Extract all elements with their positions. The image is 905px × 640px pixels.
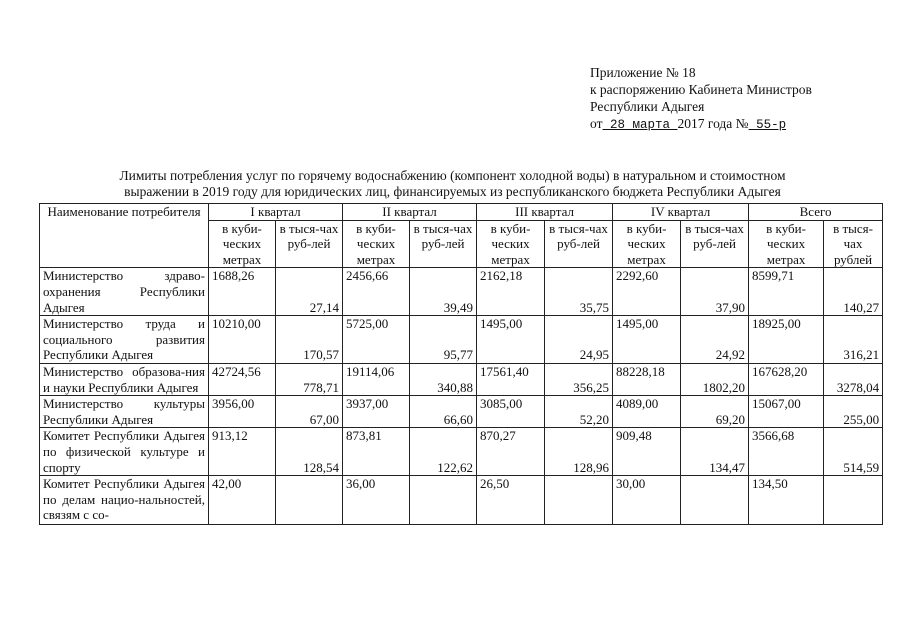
table-row	[40, 428, 883, 476]
annex-date-line	[590, 115, 812, 134]
total-volume: 8599,71	[749, 268, 824, 316]
annex-line-2: к распоряжению Кабинета Министров	[590, 82, 812, 97]
q1-volume: 42,00	[209, 476, 276, 525]
table-row	[40, 363, 883, 395]
q2-volume: 5725,00	[343, 316, 410, 364]
q2-cost: 66,60	[410, 396, 477, 428]
consumer-name: Министерство труда и социального развития Республики Адыгея	[40, 316, 209, 364]
title-line-1: Лимиты потребления услуг по горячему водоснабжению (компонент холодной воды) в натуральном и стоимостном	[119, 168, 786, 183]
q4-cost: 134,47	[681, 428, 749, 476]
q2-volume: 3937,00	[343, 396, 410, 428]
header-consumer: Наименование потребителя	[40, 204, 209, 268]
q4-cost: 37,90	[681, 268, 749, 316]
annex-line-3: Республики Адыгея	[590, 99, 705, 114]
q1-cost	[276, 476, 343, 525]
consumer-name: Министерство здраво-охранения Республики Адыгея	[40, 268, 209, 316]
limits-table	[39, 203, 883, 525]
total-volume: 15067,00	[749, 396, 824, 428]
q4-volume: 30,00	[613, 476, 681, 525]
header-q2: II квартал	[343, 204, 477, 221]
total-cost: 255,00	[824, 396, 883, 428]
q2-volume: 19114,06	[343, 363, 410, 395]
q3-volume: 3085,00	[477, 396, 545, 428]
q2-volume: 2456,66	[343, 268, 410, 316]
consumer-name: Комитет Республики Адыгея по физической культуре и спорту	[40, 428, 209, 476]
header-q1: I квартал	[209, 204, 343, 221]
q3-cost: 52,20	[545, 396, 613, 428]
q4-volume: 88228,18	[613, 363, 681, 395]
q1-cost: 67,00	[276, 396, 343, 428]
q3-volume: 870,27	[477, 428, 545, 476]
header-q4-cost: в тыся-чах руб-лей	[681, 220, 749, 268]
q1-volume: 913,12	[209, 428, 276, 476]
q3-cost: 35,75	[545, 268, 613, 316]
header-total: Всего	[749, 204, 883, 221]
date-value: 28 марта	[602, 118, 678, 132]
q4-cost: 1802,20	[681, 363, 749, 395]
header-q1-volume: в куби-ческих метрах	[209, 220, 276, 268]
q1-volume: 10210,00	[209, 316, 276, 364]
q2-volume: 36,00	[343, 476, 410, 525]
q3-cost: 128,96	[545, 428, 613, 476]
total-cost: 140,27	[824, 268, 883, 316]
q3-volume: 1495,00	[477, 316, 545, 364]
q1-cost: 27,14	[276, 268, 343, 316]
q4-cost	[681, 476, 749, 525]
total-cost	[824, 476, 883, 525]
header-q1-cost: в тыся-чах руб-лей	[276, 220, 343, 268]
q3-cost	[545, 476, 613, 525]
annex-block	[590, 64, 812, 134]
annex-line-1: Приложение № 18	[590, 65, 696, 80]
q4-volume: 4089,00	[613, 396, 681, 428]
q3-volume: 2162,18	[477, 268, 545, 316]
q1-volume: 1688,26	[209, 268, 276, 316]
header-q2-cost: в тыся-чах руб-лей	[410, 220, 477, 268]
q4-volume: 2292,60	[613, 268, 681, 316]
q4-cost: 24,92	[681, 316, 749, 364]
q3-volume: 17561,40	[477, 363, 545, 395]
header-q2-volume: в куби-ческих метрах	[343, 220, 410, 268]
table-row	[40, 316, 883, 364]
q2-volume: 873,81	[343, 428, 410, 476]
title-line-2: выражении в 2019 году для юридических лиц, финансируемых из республиканского бюджета Республики Адыгея	[124, 184, 781, 199]
q2-cost: 122,62	[410, 428, 477, 476]
q2-cost: 39,49	[410, 268, 477, 316]
table-row	[40, 476, 883, 525]
q2-cost: 340,88	[410, 363, 477, 395]
header-total-cost: в тыся-чах рублей	[824, 220, 883, 268]
q1-cost: 128,54	[276, 428, 343, 476]
table-row	[40, 268, 883, 316]
total-cost: 3278,04	[824, 363, 883, 395]
q1-cost: 170,57	[276, 316, 343, 364]
q4-volume: 909,48	[613, 428, 681, 476]
consumer-name: Министерство культуры Республики Адыгея	[40, 396, 209, 428]
header-q3: III квартал	[477, 204, 613, 221]
q1-cost: 778,71	[276, 363, 343, 395]
q3-cost: 356,25	[545, 363, 613, 395]
document-title	[30, 168, 875, 200]
total-cost: 514,59	[824, 428, 883, 476]
header-total-volume: в куби-ческих метрах	[749, 220, 824, 268]
header-q3-cost: в тыся-чах руб-лей	[545, 220, 613, 268]
total-volume: 167628,20	[749, 363, 824, 395]
total-cost: 316,21	[824, 316, 883, 364]
header-row-quarters	[40, 204, 883, 221]
header-q4: IV квартал	[613, 204, 749, 221]
total-volume: 3566,68	[749, 428, 824, 476]
header-q3-volume: в куби-ческих метрах	[477, 220, 545, 268]
consumer-name: Комитет Республики Адыгея по делам нацио-нальностей, связям с со-	[40, 476, 209, 525]
consumer-name: Министерство образова-ния и науки Республики Адыгея	[40, 363, 209, 395]
q3-cost: 24,95	[545, 316, 613, 364]
table-row	[40, 396, 883, 428]
q1-volume: 3956,00	[209, 396, 276, 428]
q4-cost: 69,20	[681, 396, 749, 428]
q3-volume: 26,50	[477, 476, 545, 525]
q1-volume: 42724,56	[209, 363, 276, 395]
date-year: 2017 года №	[677, 116, 749, 131]
q4-volume: 1495,00	[613, 316, 681, 364]
header-q4-volume: в куби-ческих метрах	[613, 220, 681, 268]
document-number: 55-р	[748, 118, 787, 132]
total-volume: 134,50	[749, 476, 824, 525]
total-volume: 18925,00	[749, 316, 824, 364]
q2-cost	[410, 476, 477, 525]
q2-cost: 95,77	[410, 316, 477, 364]
date-prefix: от	[590, 116, 603, 131]
